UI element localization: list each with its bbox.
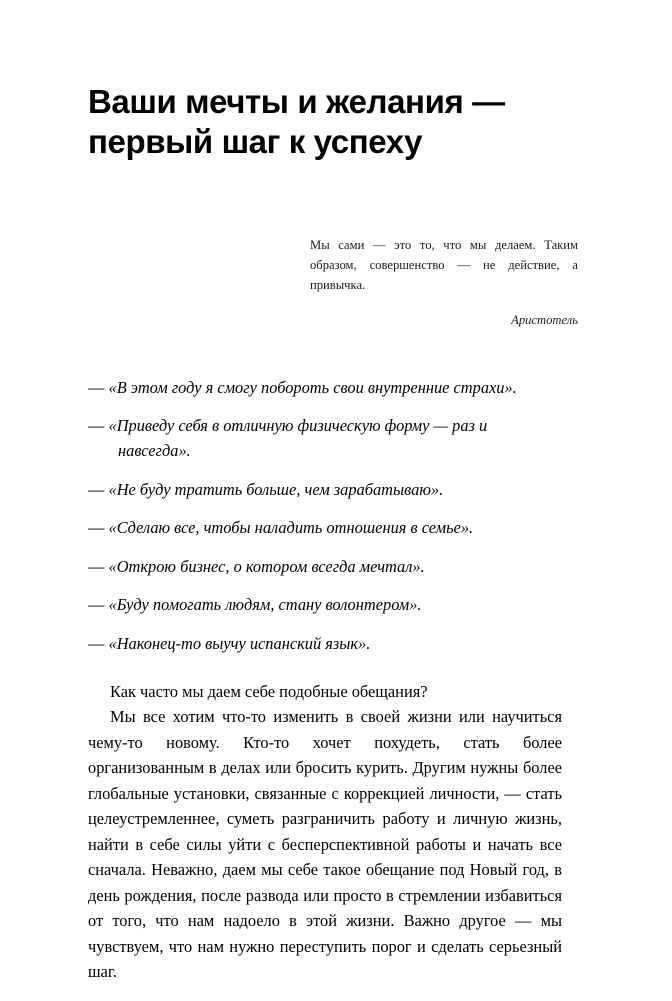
list-item — [88, 376, 558, 401]
list-dash: — — [88, 377, 105, 397]
list-item — [88, 516, 558, 541]
list-dash: — — [88, 518, 105, 538]
list-item-text: «Открою бизнес, о котором всегда мечтал». — [108, 556, 425, 576]
list-item — [88, 632, 558, 657]
list-item-text: «В этом году я смогу побороть свои внутренние страхи». — [108, 377, 517, 397]
epigraph — [310, 235, 578, 328]
list-item-text: «Наконец-то выучу испанский язык». — [108, 633, 371, 653]
list-item — [88, 555, 558, 580]
list-item-text: «Приведу себя в отличную физическую форму — раз и навсегда». — [108, 416, 488, 460]
body-text — [88, 679, 562, 985]
list-item-text: «Буду помогать людям, стану волонтером». — [108, 595, 422, 615]
quote-list — [88, 376, 558, 657]
page-title-line-2: первый шаг к успеху — [88, 123, 423, 161]
list-item — [88, 478, 558, 503]
list-dash: — — [88, 556, 105, 576]
list-item-text: «Сделаю все, чтобы наладить отношения в семье». — [108, 518, 474, 538]
page-title-line-1: Ваши мечты и желания — — [88, 83, 505, 120]
page-title — [88, 0, 518, 163]
list-item-text: «Не буду тратить больше, чем зарабатываю». — [108, 479, 444, 499]
list-dash: — — [88, 633, 105, 653]
list-dash: — — [88, 479, 105, 499]
list-item — [88, 414, 558, 463]
paragraph: Мы все хотим что-то изменить в своей жизни или научиться чему-то новому. Кто-то хочет похудеть, стать более организованным в делах или бросить курить. Другим нужны более глобальные установки, связанные с коррекцией личности, — стать целеустремленнее, суметь разграничить работу и личную жизнь, найти в себе силы уйти с бесперспективной работы и начать все сначала. Неважно, даем мы себе такое обещание под Новый год, в день рождения, после развода или просто в стремлении избавиться от того, что нам надоело в этой жизни. Важно другое — мы чувствуем, что нам нужно переступить порог и сделать серьезный шаг. — [88, 707, 562, 982]
epigraph-author: Аристотель — [511, 312, 578, 327]
list-dash: — — [88, 595, 105, 615]
list-dash: — — [88, 416, 105, 436]
epigraph-text: Мы сами — это то, что мы делаем. Таким образом, совершенство — не действие, а привычка. — [310, 237, 578, 293]
paragraph: Как часто мы даем себе подобные обещания? — [110, 681, 428, 701]
list-item — [88, 593, 558, 618]
page-content — [88, 0, 580, 985]
